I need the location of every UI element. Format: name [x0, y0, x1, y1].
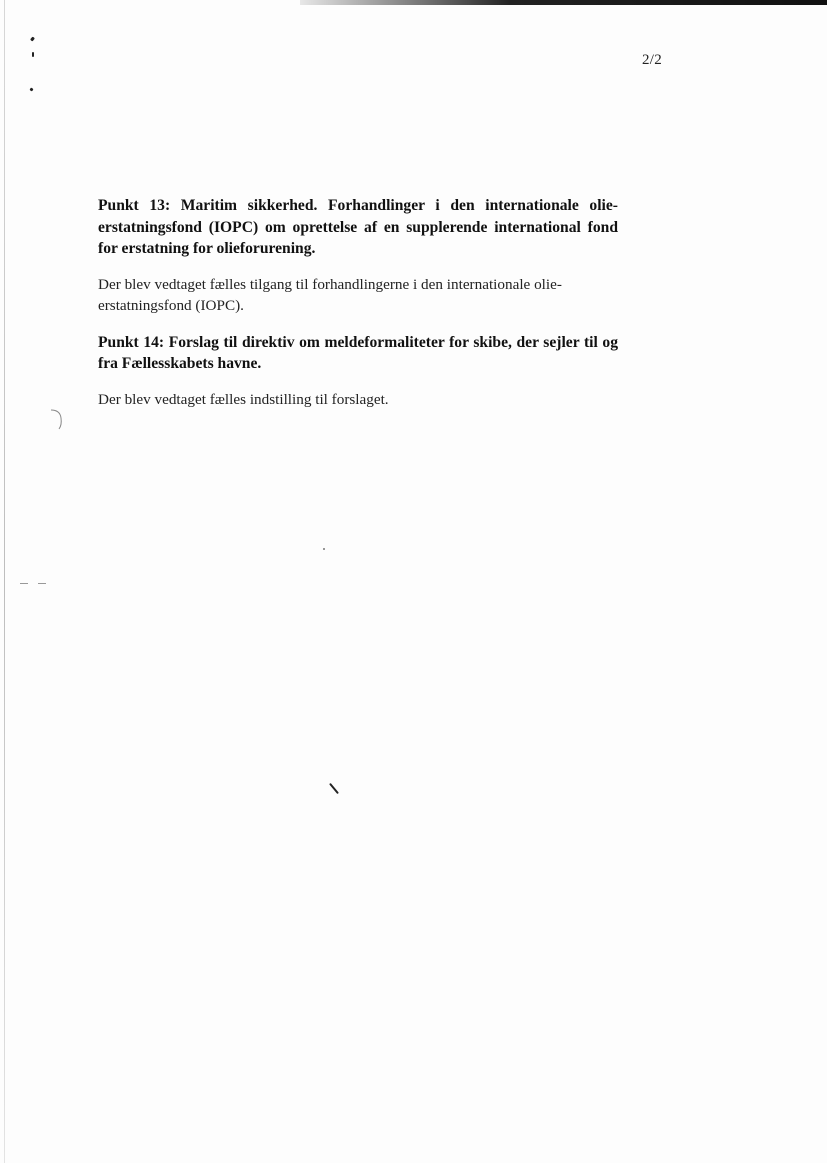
scan-speck [32, 52, 34, 57]
scan-left-edge [4, 0, 5, 1163]
scan-speck [30, 37, 35, 42]
item-body: Der blev vedtaget fælles indstilling til forslaget. [98, 390, 389, 408]
scan-curl-mark [50, 408, 64, 430]
scan-dash [20, 583, 28, 584]
page-number: 2/2 [642, 52, 663, 68]
scan-speck [29, 87, 33, 91]
item-heading: Punkt 13: Maritim sikkerhed. Forhandlinger i den internationale olie-erstatningsfond (IOPC) om oprettelse af en supplerende international fond for erstatning for olieforurening. [98, 197, 618, 257]
scan-speck [323, 548, 325, 550]
scan-dash [38, 583, 46, 584]
item-heading: Punkt 14: Forslag til direktiv om meldeformaliteter for skibe, der sejler til og fra Fællesskabets havne. [98, 333, 618, 372]
document-body [98, 195, 618, 410]
scan-speck [329, 783, 339, 794]
item-body: Der blev vedtaget fælles tilgang til forhandlingerne i den internationale olie-erstatningsfond (IOPC). [98, 275, 562, 314]
scan-top-edge [300, 0, 827, 5]
